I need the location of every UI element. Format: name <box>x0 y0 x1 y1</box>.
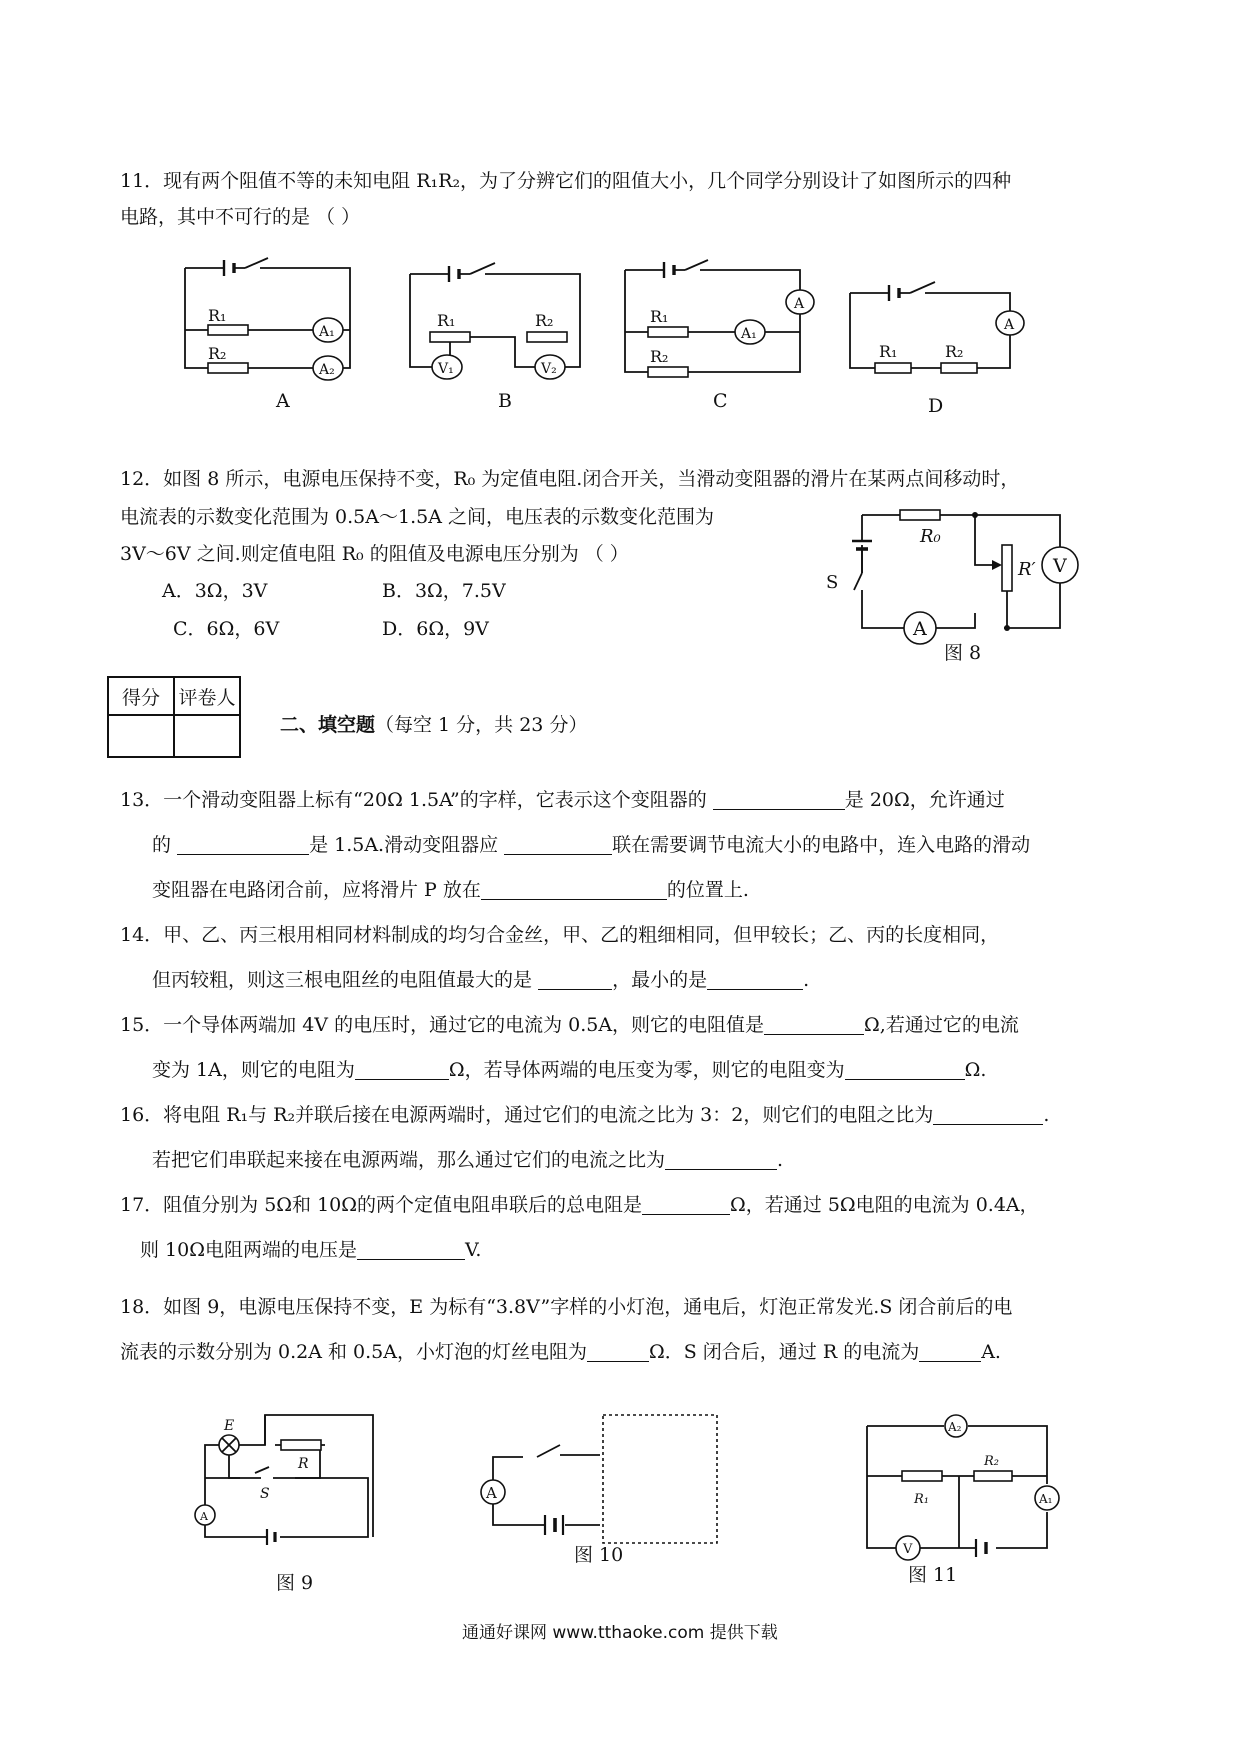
figure-8-r0 <box>900 510 940 520</box>
circuit-b-diagram <box>405 262 595 382</box>
figure-8-circuit <box>820 505 1090 640</box>
svg-text:S: S <box>826 572 839 593</box>
svg-text:V₁: V₁ <box>438 361 454 377</box>
svg-text:A: A <box>913 618 927 640</box>
svg-text:E: E <box>224 1418 235 1434</box>
q14-blank-1[interactable] <box>538 969 612 990</box>
circuit-a-diagram <box>180 258 380 378</box>
figure-11-r1 <box>902 1471 942 1481</box>
figure-11-caption: 图 11 <box>908 1564 958 1586</box>
figure-11-circuit <box>862 1418 1062 1557</box>
q11-line2: 电路，其中不可行的是 （ ） <box>120 206 361 228</box>
q16-blank-2[interactable] <box>665 1149 777 1170</box>
q12-option-d: D．6Ω，9V <box>382 618 489 640</box>
svg-text:R₁: R₁ <box>437 311 456 330</box>
svg-text:A: A <box>486 1484 497 1502</box>
q14-blank-2[interactable] <box>707 969 803 990</box>
svg-text:R₁: R₁ <box>208 306 227 325</box>
q14-line2: 但丙较粗，则这三根电阻丝的电阻值最大的是 ，最小的是 . <box>152 969 810 991</box>
q15-line1: 15．一个导体两端加 4V 的电压时，通过它的电流为 0.5A，则它的电阻值是 Ω,若通过它的电流 <box>120 1014 1019 1036</box>
figure-11-r2 <box>974 1471 1012 1481</box>
circuit-c-diagram <box>620 262 820 377</box>
svg-text:R₂: R₂ <box>535 311 554 330</box>
svg-text:A: A <box>200 1510 208 1523</box>
score-cell <box>108 715 174 757</box>
q12-line1: 12．如图 8 所示，电源电压保持不变，R₀ 为定值电阻.闭合开关，当滑动变阻器的滑片在某两点间移动时， <box>120 468 1020 490</box>
circuit-d-r2 <box>941 363 977 373</box>
q13-blank-2[interactable] <box>177 834 309 855</box>
q16-line2: 若把它们串联起来接在电源两端，那么通过它们的电流之比为 . <box>152 1149 784 1171</box>
svg-text:A₂: A₂ <box>319 362 335 378</box>
q18-line2: 流表的示数分别为 0.2A 和 0.5A，小灯泡的灯丝电阻为 Ω．S 闭合后，通过 R 的电流为 A. <box>120 1341 1001 1363</box>
q15-line2: 变为 1A，则它的电阻为 Ω，若导体两端的电压变为零，则它的电阻变为 Ω. <box>152 1059 987 1081</box>
svg-text:A: A <box>794 296 805 312</box>
svg-text:A: A <box>1004 317 1015 333</box>
svg-text:A₁: A₁ <box>741 326 757 342</box>
figure-8-caption: 图 8 <box>944 642 982 664</box>
score-table <box>107 676 241 758</box>
svg-text:R₂: R₂ <box>208 344 227 363</box>
svg-text:R₂: R₂ <box>650 347 669 366</box>
q16-line1: 16．将电阻 R₁与 R₂并联后接在电源两端时，通过它们的电流之比为 3：2，则它们的电阻之比为 . <box>120 1104 1050 1126</box>
svg-text:R₁: R₁ <box>914 1492 929 1507</box>
circuit-c-r2 <box>648 367 688 377</box>
svg-text:A₂: A₂ <box>948 1420 962 1434</box>
q11-line1: 11．现有两个阻值不等的未知电阻 R₁R₂，为了分辨它们的阻值大小，几个同学分别设计了如图所示的四种 <box>120 170 1012 192</box>
score-header: 得分 <box>108 677 174 715</box>
figure-10-circuit <box>465 1415 725 1545</box>
svg-text:S: S <box>260 1486 270 1502</box>
q13-blank-3[interactable] <box>504 834 612 855</box>
figure-9-caption: 图 9 <box>276 1572 314 1594</box>
q15-blank-1[interactable] <box>764 1014 864 1035</box>
svg-text:R₂: R₂ <box>945 342 964 361</box>
svg-text:A₁: A₁ <box>1039 1492 1053 1506</box>
q16-blank-1[interactable] <box>933 1104 1043 1125</box>
svg-text:R: R <box>298 1456 309 1472</box>
circuit-c-r1 <box>648 327 688 337</box>
q15-blank-2[interactable] <box>355 1059 449 1080</box>
circuit-b-caption: B <box>498 390 512 412</box>
circuit-c-caption: C <box>713 390 728 412</box>
q12-line3: 3V～6V 之间.则定值电阻 R₀ 的阻值及电源电压分别为 （ ） <box>120 543 629 565</box>
footer-credit: 通通好课网 www.tthaoke.com 提供下载 <box>462 1623 778 1643</box>
circuit-b-r2 <box>527 332 567 342</box>
q14-line1: 14．甲、乙、丙三根用相同材料制成的均匀合金丝，甲、乙的粗细相同，但甲较长；乙、丙的长度相同， <box>120 924 1000 946</box>
q12-option-a: A．3Ω，3V <box>162 580 268 602</box>
q17-blank-1[interactable] <box>642 1194 730 1215</box>
q18-blank-1[interactable] <box>587 1341 649 1362</box>
q12-line2: 电流表的示数变化范围为 0.5A～1.5A 之间，电压表的示数变化范围为 <box>120 506 714 528</box>
q13-blank-4[interactable] <box>481 879 667 900</box>
svg-text:V₂: V₂ <box>541 361 557 377</box>
q17-blank-2[interactable] <box>357 1239 465 1260</box>
figure-8-rheostat <box>1002 545 1012 591</box>
svg-text:R₂: R₂ <box>984 1454 999 1469</box>
q13-blank-1[interactable] <box>713 789 845 810</box>
grader-cell <box>174 715 240 757</box>
circuit-d-caption: D <box>928 395 944 417</box>
circuit-a-caption: A <box>276 390 290 412</box>
figure-10-box <box>603 1415 717 1543</box>
figure-10-caption: 图 10 <box>574 1544 624 1566</box>
svg-text:R₁: R₁ <box>879 342 898 361</box>
q13-line1: 13．一个滑动变阻器上标有“20Ω 1.5A”的字样，它表示这个变阻器的 是 20Ω，允许通过 <box>120 789 1005 811</box>
grader-header: 评卷人 <box>174 677 240 715</box>
section-2-note: （每空 1 分，共 23 分） <box>375 714 588 736</box>
circuit-a-r2 <box>208 363 248 373</box>
q18-blank-2[interactable] <box>919 1341 981 1362</box>
svg-text:V: V <box>1053 555 1067 577</box>
circuit-d-diagram <box>845 273 1025 373</box>
q13-line3: 变阻器在电路闭合前，应将滑片 P 放在 的位置上. <box>152 879 749 901</box>
circuit-d-r1 <box>875 363 911 373</box>
svg-text:R′: R′ <box>1018 559 1036 580</box>
svg-text:V: V <box>903 1542 913 1557</box>
section-2-heading: 二、填空题 <box>280 714 376 736</box>
q13-line2: 的 是 1.5A.滑动变阻器应 联在需要调节电流大小的电路中，连入电路的滑动 <box>152 834 1031 856</box>
q12-option-b: B．3Ω，7.5V <box>382 580 506 602</box>
q18-line1: 18．如图 9，电源电压保持不变，E 为标有“3.8V”字样的小灯泡，通电后，灯泡正常发光.S 闭合前后的电 <box>120 1296 1013 1318</box>
circuit-b-r1 <box>430 332 470 342</box>
q12-option-c: C．6Ω，6V <box>173 618 280 640</box>
svg-text:R₁: R₁ <box>650 307 669 326</box>
figure-9-circuit <box>195 1415 385 1550</box>
q15-blank-3[interactable] <box>845 1059 965 1080</box>
svg-text:A₁: A₁ <box>319 324 335 340</box>
q17-line1: 17．阻值分别为 5Ω和 10Ω的两个定值电阻串联后的总电阻是 Ω，若通过 5Ω电阻的电流为 0.4A， <box>120 1194 1039 1216</box>
figure-9-resistor <box>281 1440 321 1450</box>
svg-text:R₀: R₀ <box>920 526 941 547</box>
circuit-a-r1 <box>208 325 248 335</box>
q17-line2: 则 10Ω电阻两端的电压是 V. <box>140 1239 482 1261</box>
section-2-title <box>280 712 587 738</box>
